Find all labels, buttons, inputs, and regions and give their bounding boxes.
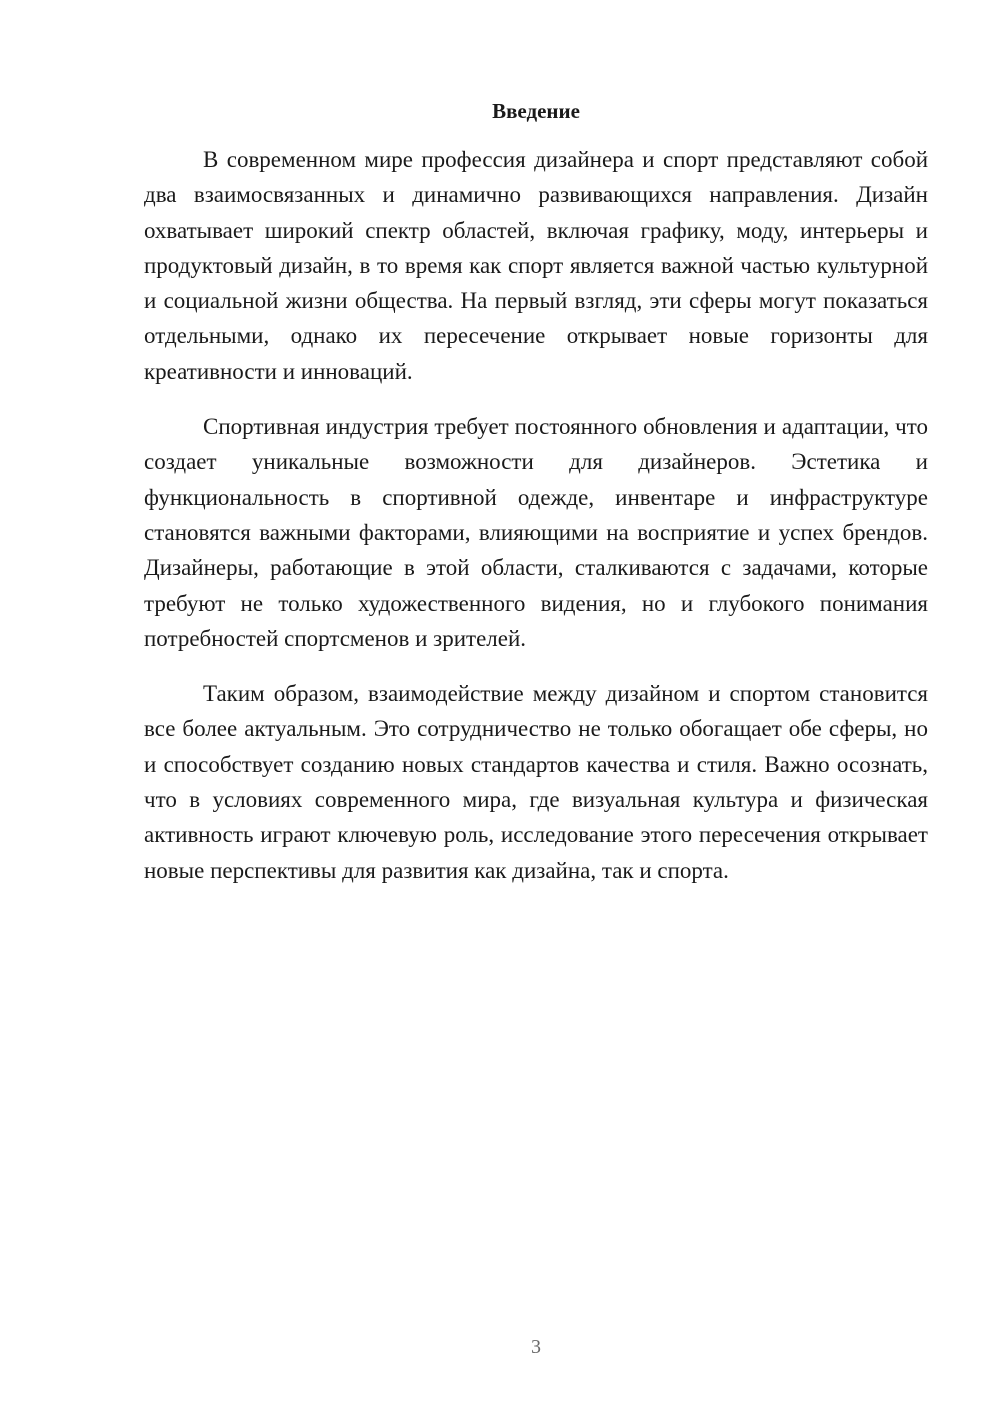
page-heading: Введение [492,99,580,123]
paragraph-2: Спортивная индустрия требует постоянного обновления и адаптации, что создает уникальные возможности для дизайнеров. Эстетика и функциональность в спортивной одежде, инвентаре и инфраструктуре становятся важными факторами, влияющими на восприятие и успех брендов. Дизайнеры, работающие в этой области, сталкиваются с задачами, которые требуют не только художественного видения, но и глубокого понимания потребностей спортсменов и зрителей. [144,414,928,651]
page-number: 3 [531,1336,541,1358]
paragraph-3: Таким образом, взаимодействие между дизайном и спортом становится все более актуальным. Это сотрудничество не только обогащает обе сферы, но и способствует созданию новых стандартов качества и стиля. Важно осознать, что в условиях современного мира, где визуальная культура и физическая активность играют ключевую роль, исследование этого пересечения открывает новые перспективы для развития как дизайна, так и спорта. [144,681,928,883]
paragraph-1: В современном мире профессия дизайнера и спорт представляют собой два взаимосвязанных и динамично развивающихся направления. Дизайн охватывает широкий спектр областей, включая графику, моду, интерьеры и продуктовый дизайн, в то время как спорт является важной частью культурной и социальной жизни общества. На первый взгляд, эти сферы могут показаться отдельными, однако их пересечение открывает новые горизонты для креативности и инноваций. [144,147,928,384]
body-text [144,142,928,908]
